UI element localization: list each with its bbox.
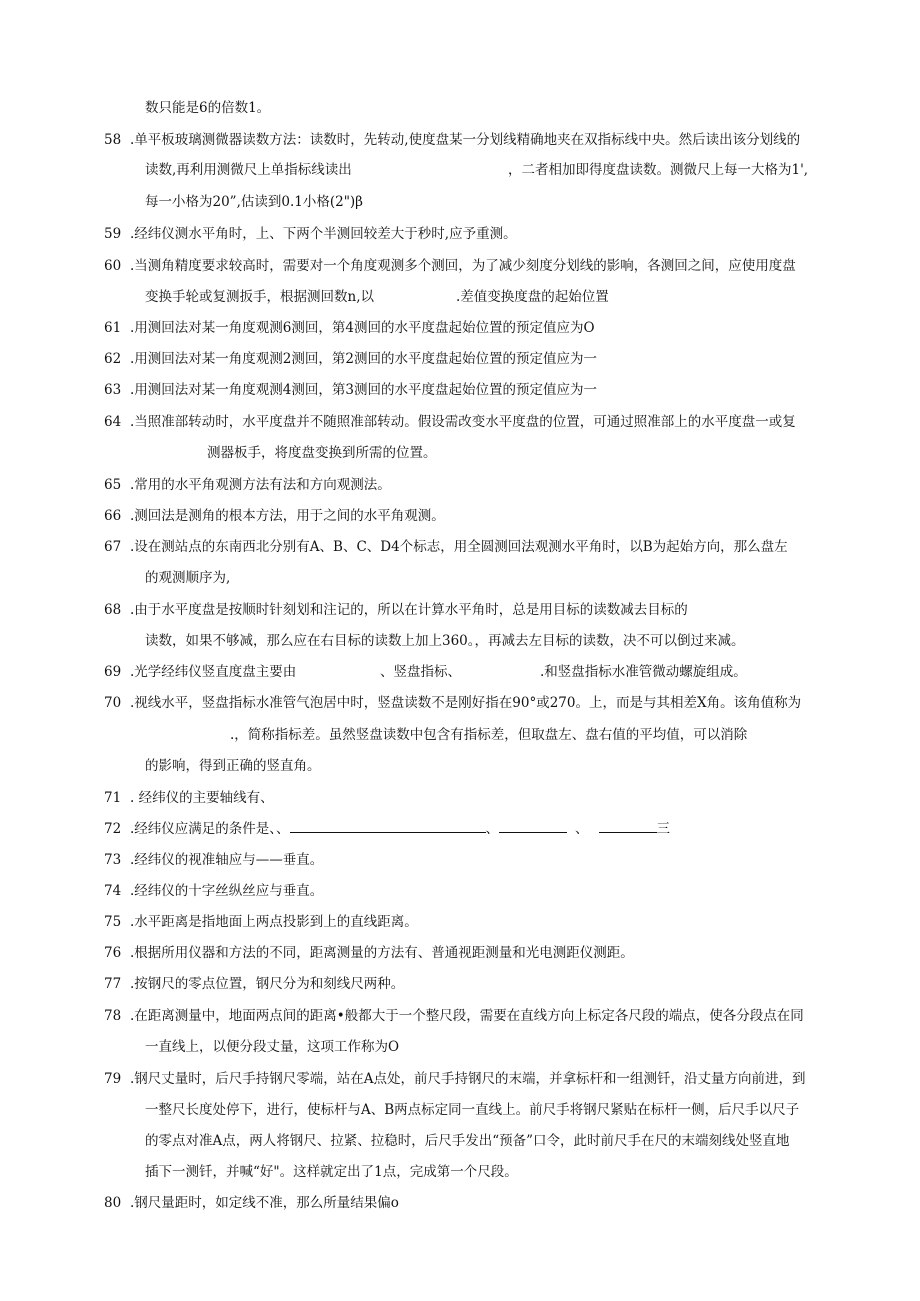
fill-blank — [499, 819, 567, 833]
item-number: 69 — [104, 664, 122, 680]
item-text — [130, 819, 670, 839]
item-text: .和竖盘指标水准管微动螺旋组成。 — [540, 664, 747, 680]
item-text: 一整尺长度处停下，进行，使标杆与A、B两点标定同一直线上。前尺手将钢尺紧贴在标杆一侧，后尺手以尺子 — [145, 1102, 800, 1118]
item-text: .差值变换度盘的起始位置 — [456, 289, 609, 305]
item-number: 68 — [104, 602, 122, 618]
item-number: 74 — [104, 883, 122, 899]
item-number: 62 — [104, 351, 122, 367]
item-text: . 经纬仪的主要轴线有、 — [130, 790, 274, 806]
item-number: 65 — [104, 477, 122, 493]
item-text: .根据所用仪器和方法的不同，距离测量的方法有、普通视距测量和光电测距仪测距。 — [130, 945, 634, 961]
item-text: .常用的水平角观测方法有法和方向观测法。 — [130, 477, 391, 493]
item-text: .当照准部转动时，水平度盘并不随照准部转动。假设需改变水平度盘的位置，可通过照准部上的水平度盘一或复 — [130, 414, 796, 430]
item-text: .钢尺量距时，如定线不准，那么所量结果偏o — [130, 1195, 399, 1211]
item-text: 读数，如果不够减，那么应在右目标的读数上加上360。，再减去左目标的读数，决不可以倒过来减。 — [145, 633, 745, 649]
item-text: .当测角精度要求较高时，需要对一个角度观测多个测回，为了减少刻度分划线的影响，各测回之间，应使用度盘 — [130, 258, 796, 274]
item-text: 的观测顺序为, — [145, 570, 231, 586]
item-text: 变换手轮或复测扳手，根据测回数n,以 — [145, 289, 374, 305]
item-text: 每一小格为20”,估读到0.1小格(2")β — [145, 194, 363, 210]
item-text-part: 、 — [485, 821, 500, 837]
item-text: 、竖盘指标、 — [380, 664, 461, 680]
item-number: 78 — [104, 1008, 122, 1024]
item-number: 71 — [104, 790, 122, 806]
item-number: 64 — [104, 414, 122, 430]
item-text: .经纬仪测水平角时，上、下两个半测回较差大于秒时,应予重测。 — [130, 226, 517, 242]
item-number: 76 — [104, 945, 122, 961]
item-text: .，简称指标差。虽然竖盘读数中包含有指标差，但取盘左、盘右值的平均值，可以消除 — [230, 727, 748, 743]
item-number: 80 — [104, 1195, 122, 1211]
item-text: .视线水平，竖盘指标水准管气泡居中时，竖盘读数不是刚好指在90°或270。上，而是与其相差X角。该角值称为 — [130, 695, 802, 711]
item-text: .用测回法对某一角度观测4测回，第3测回的水平度盘起始位置的预定值应为一 — [130, 382, 597, 398]
item-text: .按钢尺的零点位置，钢尺分为和刻线尺两种。 — [130, 976, 405, 992]
item-number: 61 — [104, 320, 122, 336]
item-text: 读数,再利用测微尺上单指标线读出 — [145, 162, 352, 178]
item-text: 的影响，得到正确的竖直角。 — [145, 758, 321, 774]
item-text: .经纬仪的视准轴应与——垂直。 — [130, 852, 324, 868]
item-number: 67 — [104, 539, 122, 555]
item-number: 59 — [104, 226, 122, 242]
item-text: .由于水平度盘是按顺时针刻划和注记的，所以在计算水平角时，总是用目标的读数减去目标的 — [130, 602, 688, 618]
item-text: .在距离测量中，地面两点间的距离•般都大于一个整尺段，需要在直线方向上标定各尺段的端点，使各分段点在同 — [130, 1008, 804, 1024]
item-number: 75 — [104, 914, 122, 930]
item-number: 79 — [104, 1071, 122, 1087]
item-number: 60 — [104, 258, 122, 274]
item-number: 63 — [104, 382, 122, 398]
item-number: 77 — [104, 976, 122, 992]
item-text: ，二者相加即得度盘读数。测微尺上每一大格为1', — [508, 162, 809, 178]
item-text: .水平距离是指地面上两点投影到上的直线距离。 — [130, 914, 418, 930]
item-text-part: 三 — [656, 821, 671, 837]
item-number: 70 — [104, 695, 122, 711]
item-number: 66 — [104, 508, 122, 524]
continuation-text: 数只能是6的倍数1。 — [145, 100, 271, 116]
item-text: 的零点对准A点，两人将钢尺、拉紧、拉稳时，后尺手发出“预备”口令，此时前尺手在尺的末端刻线处竖直地 — [145, 1133, 790, 1149]
item-number: 72 — [104, 821, 122, 837]
item-text-part: .经纬仪应满足的条件是、、 — [130, 821, 290, 837]
item-text-part: 、 — [575, 821, 589, 837]
item-text: .钢尺丈量时，后尺手持钢尺零端，站在A点处，前尺手持钢尺的末端，并拿标杆和一组测钎，沿丈量方向前进，到 — [130, 1071, 806, 1087]
item-text: .用测回法对某一角度观测2测回，第2测回的水平度盘起始位置的预定值应为一 — [130, 351, 597, 367]
item-text: .用测回法对某一角度观测6测回，第4测回的水平度盘起始位置的预定值应为O — [130, 320, 595, 336]
item-text: .经纬仪的十字丝纵丝应与垂直。 — [130, 883, 324, 899]
item-text: 一直线上，以便分段丈量，这项工作称为O — [145, 1039, 400, 1055]
item-text: .设在测站点的东南西北分别有A、B、C、D4个标志，用全圆测回法观测水平角时，以B为起始方向，那么盘左 — [130, 539, 788, 555]
item-text: .测回法是测角的根本方法，用于之间的水平角观测。 — [130, 508, 445, 524]
item-text: .单平板玻璃测微器读数方法：读数时，先转动,使度盘某一分划线精确地夹在双指标线中央。然后读出该分划线的 — [130, 132, 801, 148]
item-number: 73 — [104, 852, 122, 868]
item-text: 测器板手，将度盘变换到所需的位置。 — [207, 445, 437, 461]
item-number: 58 — [104, 132, 122, 148]
fill-blank — [599, 819, 657, 833]
item-text: .光学经纬仪竖直度盘主要由 — [130, 664, 297, 680]
fill-blank — [290, 819, 486, 833]
item-text: 插下一测钎，并喊“好"。这样就定出了1点，完成第一个尺段。 — [145, 1164, 518, 1180]
